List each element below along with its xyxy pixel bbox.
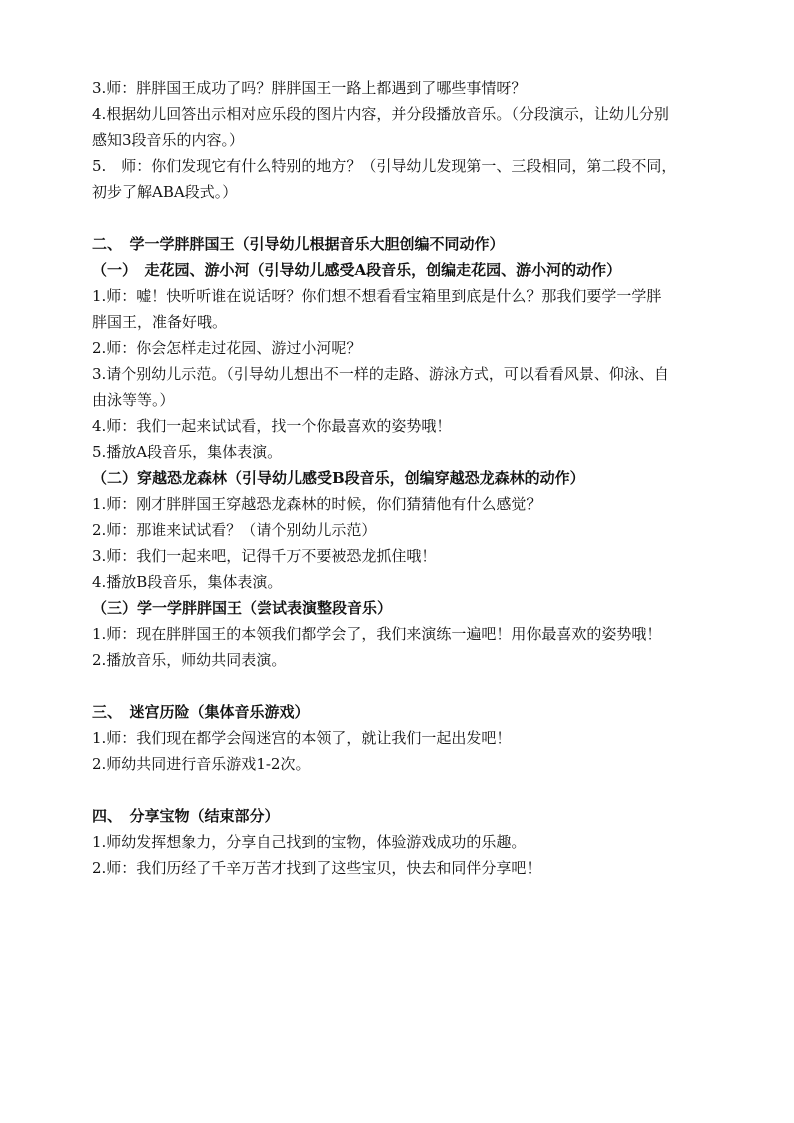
subsection-heading-1: （一） 走花园、游小河（引导幼儿感受A段音乐，创编走花园、游小河的动作） [92, 261, 622, 279]
text-line: 1.师幼发挥想象力，分享自己找到的宝物，体验游戏成功的乐趣。 [92, 833, 527, 851]
text-line: 3.请个别幼儿示范。（引导幼儿想出不一样的走路、游泳方式，可以看看风景、仰泳、自 [92, 365, 669, 383]
section-heading-2: 二、 学一学胖胖国王（引导幼儿根据音乐大胆创编不同动作） [92, 235, 505, 253]
text-line: 2.播放音乐，师幼共同表演。 [92, 651, 287, 669]
section-heading-3: 三、 迷宫历险（集体音乐游戏） [92, 703, 310, 721]
text-line: 2.师幼共同进行音乐游戏1-2次。 [92, 755, 311, 773]
text-line: 5.播放A段音乐，集体表演。 [92, 443, 283, 461]
text-line: 3.师：胖胖国王成功了吗？胖胖国王一路上都遇到了哪些事情呀？ [92, 79, 527, 97]
text-line: 1.师：嘘！快听听谁在说话呀？你们想不想看看宝箱里到底是什么？那我们要学一学胖 [92, 287, 662, 305]
text-line: 3.师：我们一起来吧，记得千万不要被恐龙抓住哦！ [92, 547, 437, 565]
subsection-heading-2: （二）穿越恐龙森林（引导幼儿感受B段音乐，创编穿越恐龙森林的动作） [92, 469, 585, 487]
text-line: 由泳等等。） [92, 391, 175, 409]
text-line: 初步了解ABA段式。） [92, 183, 238, 201]
text-line: 2.师：你会怎样走过花园、游过小河呢？ [92, 339, 362, 357]
text-line: 4.师：我们一起来试试看，找一个你最喜欢的姿势哦！ [92, 417, 452, 435]
section-heading-4: 四、 分享宝物（结束部分） [92, 807, 280, 825]
text-line: 胖国王，准备好哦。 [92, 313, 228, 331]
text-line: 2.师：我们历经了千辛万苦才找到了这些宝贝，快去和同伴分享吧！ [92, 859, 542, 877]
text-line: 1.师：现在胖胖国王的本领我们都学会了，我们来演练一遍吧！用你最喜欢的姿势哦！ [92, 625, 662, 643]
text-line: 1.师：刚才胖胖国王穿越恐龙森林的时候，你们猜猜他有什么感觉？ [92, 495, 542, 513]
text-line: 4.根据幼儿回答出示相对应乐段的图片内容，并分段播放音乐。（分段演示，让幼儿分别 [92, 105, 669, 123]
text-line: 1.师：我们现在都学会闯迷宫的本领了，就让我们一起出发吧！ [92, 729, 512, 747]
subsection-heading-3: （三）学一学胖胖国王（尝试表演整段音乐） [92, 599, 393, 617]
text-line: 5. 师：你们发现它有什么特别的地方？（引导幼儿发现第一、三段相同，第二段不同， [92, 157, 677, 175]
text-line: 感知3段音乐的内容。） [92, 131, 245, 149]
text-line: 2.师：那谁来试试看？（请个别幼儿示范） [92, 521, 377, 539]
text-line: 4.播放B段音乐，集体表演。 [92, 573, 283, 591]
